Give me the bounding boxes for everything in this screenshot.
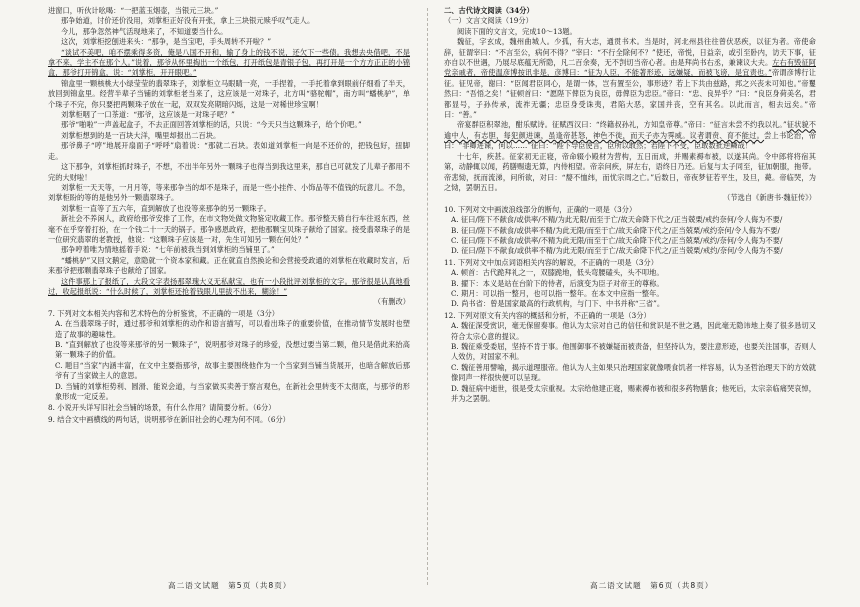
story-paragraph: 刘掌柜一直等了五六年，直到解放了也没等来那争的另一颗珠子。 bbox=[60, 203, 271, 213]
story-paragraph: 那爷“啪啦”一声盖起盒子，不去正面回答刘掌柜的话，只说：“今天只当这颗珠子，给个价吧。” bbox=[60, 120, 362, 130]
page-footer: 高二语文试题 第6页（共8页） bbox=[590, 581, 714, 590]
page-footer: 高二语文试题 第5页（共8页） bbox=[168, 581, 292, 590]
right-column bbox=[444, 6, 816, 404]
story-paragraph: 锦盒里一颗核桃大小绿莹莹的翡翠珠子，刘掌柜立马眼睛一亮，一手捏着，一手托着拿到眼前仔细看了半天，放回到锦盒里。经营半辈子当铺的刘掌柜老当来了，这应该是一对珠子，北方叫“骆驼帽”，南方叫“蟠桃驴”，单个珠子不完，你只要把两颗珠子放在一起，双双发亮期暗闪烁，这是一对稀世珍宝啊！ bbox=[48, 78, 410, 109]
option-b: B. “直到解放了也没等来那爷的另一颗珠子”，说明那爷对珠子的珍爱，没想过要当第二颗，他只是借此来抬高第一颗珠子的价值。 bbox=[55, 340, 410, 360]
option-d: D. 征曰/陛下不献食/或供率不精/为此无限/而至于亡/故天命降下代之/正当兢栗/戒约/奈何/令人侮为不要/ bbox=[451, 246, 783, 256]
question-8: 8. 小说开头详写旧社会当铺的场景，有什么作用？请简要分析。（6分） bbox=[48, 403, 276, 413]
story-paragraph: 刘掌柜一天天等，一月月等，等来那争当的却不是珠子，而是一些小挂件、小饰品等不值钱的玩意儿。不急，刘掌柜盼的等的是他另外一颗翡翠珠子。 bbox=[48, 182, 410, 203]
option-c: C. 题目“当家”内涵丰富，在文中主要指那爷，故事主要围绕他作为一个当家到当铺当货展开，也暗含解放后那爷有了当家做主人的意思。 bbox=[55, 360, 410, 381]
passage-paragraph bbox=[444, 37, 816, 120]
story-paragraph: 新社会不养闲人，政府给那爷安排了工作，在市文物处做文物鉴定收藏工作。那爷整天骑自行车往返东西，丝毫不在乎穿着打扮，在一个钱二十一天的锅子。那争感恩政府，把他那颗宝贝珠子献给了国家。接受翡翠珠子的是一位研究翡翠的老教授，他说：“这颗珠子应该是一对，先生可知另一颗在何处？” bbox=[48, 214, 410, 244]
column-divider bbox=[427, 8, 428, 585]
story-paragraph: 进窗口，听伙计吆喝：“一把蓝玉烟壶，当银元三块。” bbox=[48, 6, 219, 15]
option-a: A. 魏征深受赏识，毫无保留奏事。他认为太宗对自己的信任和赏识是不世之遇，因此毫无隐讳地上奏了很多恳切又符合太宗心意的提议。 bbox=[451, 321, 816, 341]
option-b: B. 征曰/陛下不献食/或供率不精/为此无限/而至于亡/故天命降下代之/正当兢栗/戒约奈何/令人侮为不要/ bbox=[451, 225, 780, 235]
underlined-sentence: 左右有毁征阿党亲戚者，帝使温彦博按讯非是，彦博曰：“征为人臣，不能著形迹，远嫌疑，而被飞谤，是宜责也。” bbox=[444, 58, 816, 78]
question-12: 12. 下列对原文有关内容的概括和分析，不正确的一项是（3分） bbox=[444, 310, 651, 320]
story-paragraph: 刘掌柜咽了一口茶道：“那爷，这应该是一对珠子吧？” bbox=[60, 110, 235, 120]
story-paragraph: 今儿，那争忽然神气活现地来了，不知道要当什么。 bbox=[60, 26, 228, 36]
passage-text: 帝宴群臣积翠池，酣乐赋诗。征赋西汉曰：“终籍叔孙礼，方知皇帝尊。”帝曰：“征言未尝不约我以礼。” bbox=[456, 120, 787, 130]
option-a: A. 征曰/陛下不献食/或供率/不精/为此无限/而至于亡/故天命降下代之/正当兢栗/戒约奈何/令人侮为不要/ bbox=[451, 215, 783, 225]
passage-paragraph bbox=[444, 152, 816, 194]
story-paragraph: 那爷鼻子“哼”地展开扇面子“呼呼”扇着说：“那就二百块。表如道刘掌柜一向是不还价的，把钱包好，扭脚走。 bbox=[48, 141, 410, 161]
option-b: B. 魏征乘受委屈，坚持不肯于事。他围御事不被嫌疑而被责备，但坚持认为，要注意形迹，也要关注国事，否则人人效仿，对国家不利。 bbox=[451, 342, 816, 362]
section-heading: 二、古代诗文阅读（34分） bbox=[444, 6, 534, 15]
story-paragraph: 那争哼着唯为情地摇着手说：“七年前被我当到刘掌柜的当铺里了。” bbox=[60, 245, 275, 255]
instruction: 阅读下面的文言文，完成10～13题。 bbox=[456, 26, 577, 36]
option-c: C. 征曰/陛下不献食/或供率/不精为此无限/而至于亡/故天命降下代之/正当兢栗/戒约/奈何/令人侮为不要/ bbox=[451, 235, 783, 245]
question-10: 10. 下列对文中画波浪线部分的断句，正确的一项是（3分） bbox=[444, 204, 637, 214]
passage-paragraph bbox=[444, 120, 816, 151]
passage-text: 十七年，疾甚。征家初无正寝，帝命辍小殿材为营构，五日而成，并赐素褥布被，以遂其尚。 bbox=[456, 151, 764, 161]
option-a: A. 顿首：古代跪拜礼之一，双膝跪地，低头弯腰磕头，头不叩地。 bbox=[451, 268, 664, 278]
story-paragraph: 这下那争，刘掌柜抓时珠子，不想，不出半年另外一颗珠子也得当到我这里来，那自已可就发了儿辈子都用不完的大财啦！ bbox=[48, 162, 410, 182]
underlined-sentence: 这件事那上了报纸了，大段文字表扬那翠瑰大义无私献宝，也有一小段批评刘掌柜的文字。那爷很是认真地看过，收起报纸说：“什么时候了，刘掌柜还抢着钱眼儿里拔不出来，糊涂！” bbox=[48, 276, 410, 296]
passage-text: 尝上书论治，帝曰：“非卿进谏，何以……”征曰：“陛下导臣使言，臣所以敢然；若陛下不受，臣敢数批逆鳞哉！” bbox=[444, 130, 816, 151]
story-paragraph: “蟠桃驴”又回文鹅定，意隐就一个资本家和藏。正在就直自然换论和会营接受政通的刘掌柜在收藏时发言，后来那爷把那颗翡翠珠子也献给了国家。 bbox=[48, 255, 410, 276]
underlined-paragraph bbox=[48, 48, 410, 79]
underlined-sentence: “谈试不美吧，咱不摆乘得多资，俺是八国不开和，输了身上的钱不说，还欠下一些债。我想去央借吧，不是拿不来，学主不在那个人。”说着，那爷从怀里掏出一个纸包，打开纸包是青银子包，再打开是一个方方正正的小锦盒，那爷打开锦盒，说：“刘掌柜，开开眼吧。” bbox=[48, 47, 411, 78]
subsection-heading: （一）文言文阅读（19分） bbox=[444, 16, 533, 26]
option-d: D. 尚书省：曾是国家最高的行政机构，与门下、中书并称“三省”。 bbox=[451, 299, 665, 309]
question-7: 7. 下列对文本相关内容和艺术特色的分析鉴赏，不正确的一项是（3分） bbox=[48, 308, 280, 318]
option-d: D. 当铺的刘掌柜势利、圆滑、能说会道，与当家做买卖善于察言观色，在新社会里转变不太彻底，与那爷的形象形成一定反差。 bbox=[55, 381, 410, 402]
source-note: （有删改） bbox=[373, 297, 410, 307]
option-c: C. 魏征善用譬喻，揭示道理服帝。他认为人主如果只治理国家就像喂食饥者一样容易，认为圣哲治理天下的方效就像同声一样很快便可以呈现。 bbox=[451, 362, 816, 383]
option-c: C. 期月：可以指一整月，也可以指一整年。在本文中应指一整年。 bbox=[451, 288, 664, 298]
option-b: B. 擢下：本义是站在台阶下的侍者，后演变为臣子对帝王的尊称。 bbox=[451, 278, 664, 288]
passage-text: 令中郎将将宿其第，动静辄以闻，药膳赐遗无算，内侍相望。帝亲问疾，屏左右，语终日乃还。后复与太子同至，征加朝服，拖带。帝悲恸，抚而流涕，问所欲，对曰：“嫠不恤纬，而忧宗周之亡。”后数日，帝夜梦征若平生，及旦，薨。帝临哭，为之恸，罢朝五日。 bbox=[444, 151, 816, 192]
option-a: A. 在当翡翠珠子时，通过那爷和刘掌柜的动作和语言描写，可以看出珠子的重要价值，在推动情节发展时也塑造了故事的趣味性。 bbox=[55, 319, 410, 339]
wavy-paragraph bbox=[48, 277, 410, 298]
story-paragraph: 这次，刘掌柜挖刨进来头：“那争，是当宝吧，手头周转不开啦？” bbox=[60, 37, 272, 47]
story-paragraph: 那争始道，讨价还价没用，刘掌柜正好没有开张，拿上三块银元赎乎叹气走人。 bbox=[60, 16, 315, 26]
passage-text: 使还，帝悦，日益亲，或引至卧内，访天下事，征亦自以不世遇，乃展尽底蕴无所隐，凡二百余奏，无不剀切当帝心者。由是拜尚书右丞，兼谏议大夫。 bbox=[444, 47, 816, 68]
question-9: 9. 结合文中画横线的两句话，说明那爷在新旧社会的心理为何不同。（6分） bbox=[48, 414, 290, 424]
wavy-sentence: 征状貌不逾中人，有志胆，每犯颜进谏，虽逢帝甚怒，神色不徙，而天子亦为霁威。议者谓贲、育不能过。 bbox=[444, 120, 816, 140]
question-11: 11. 下列对文中加点词语相关内容的解说，不正确的一项是（3分） bbox=[444, 257, 658, 267]
left-column bbox=[48, 6, 410, 425]
passage-text: 魏征，字玄成，魏州曲城人。少孤，有大志，通贯书术。当是时，河北州县往往曾伏恶疾，以征为者。帝使命辞，征谓宰曰：“不言至公，病何不得？”宰曰：“不行全除何不？” bbox=[444, 37, 816, 57]
option-d: D. 魏征病中逝世，很是受太宗重视。太宗给他建正寝，赐素褥布被和很多药物膳食；他死后，太宗亲临痛哭哀悼，并为之罢朝。 bbox=[451, 383, 816, 404]
story-paragraph: 刘掌柜想到的是一百块大洋，嘴里却报出二百块。 bbox=[60, 130, 221, 140]
source-note: （节选自《新唐书·魏征传》） bbox=[723, 193, 816, 203]
passage-text: 帝谓彦博行让征。征见帝，谢曰：“臣闻君臣同心，是谓一体，岂有置至公，事形迹？若上下共由兹路，邦之兴丧未可知也。”帝矍然曰：“吾悟之矣！”征顿首曰：“愿陛下俾臣为良臣，毋俾臣为忠臣。”帝曰：“忠、良异乎？”曰：“良臣身荷美名，君都显号，子孙传承，流祚无疆；忠臣身受诛夷，君陷大恶，家国并丧，空有其名。以此而言，相去远矣。”帝曰：“善。” bbox=[444, 68, 816, 120]
